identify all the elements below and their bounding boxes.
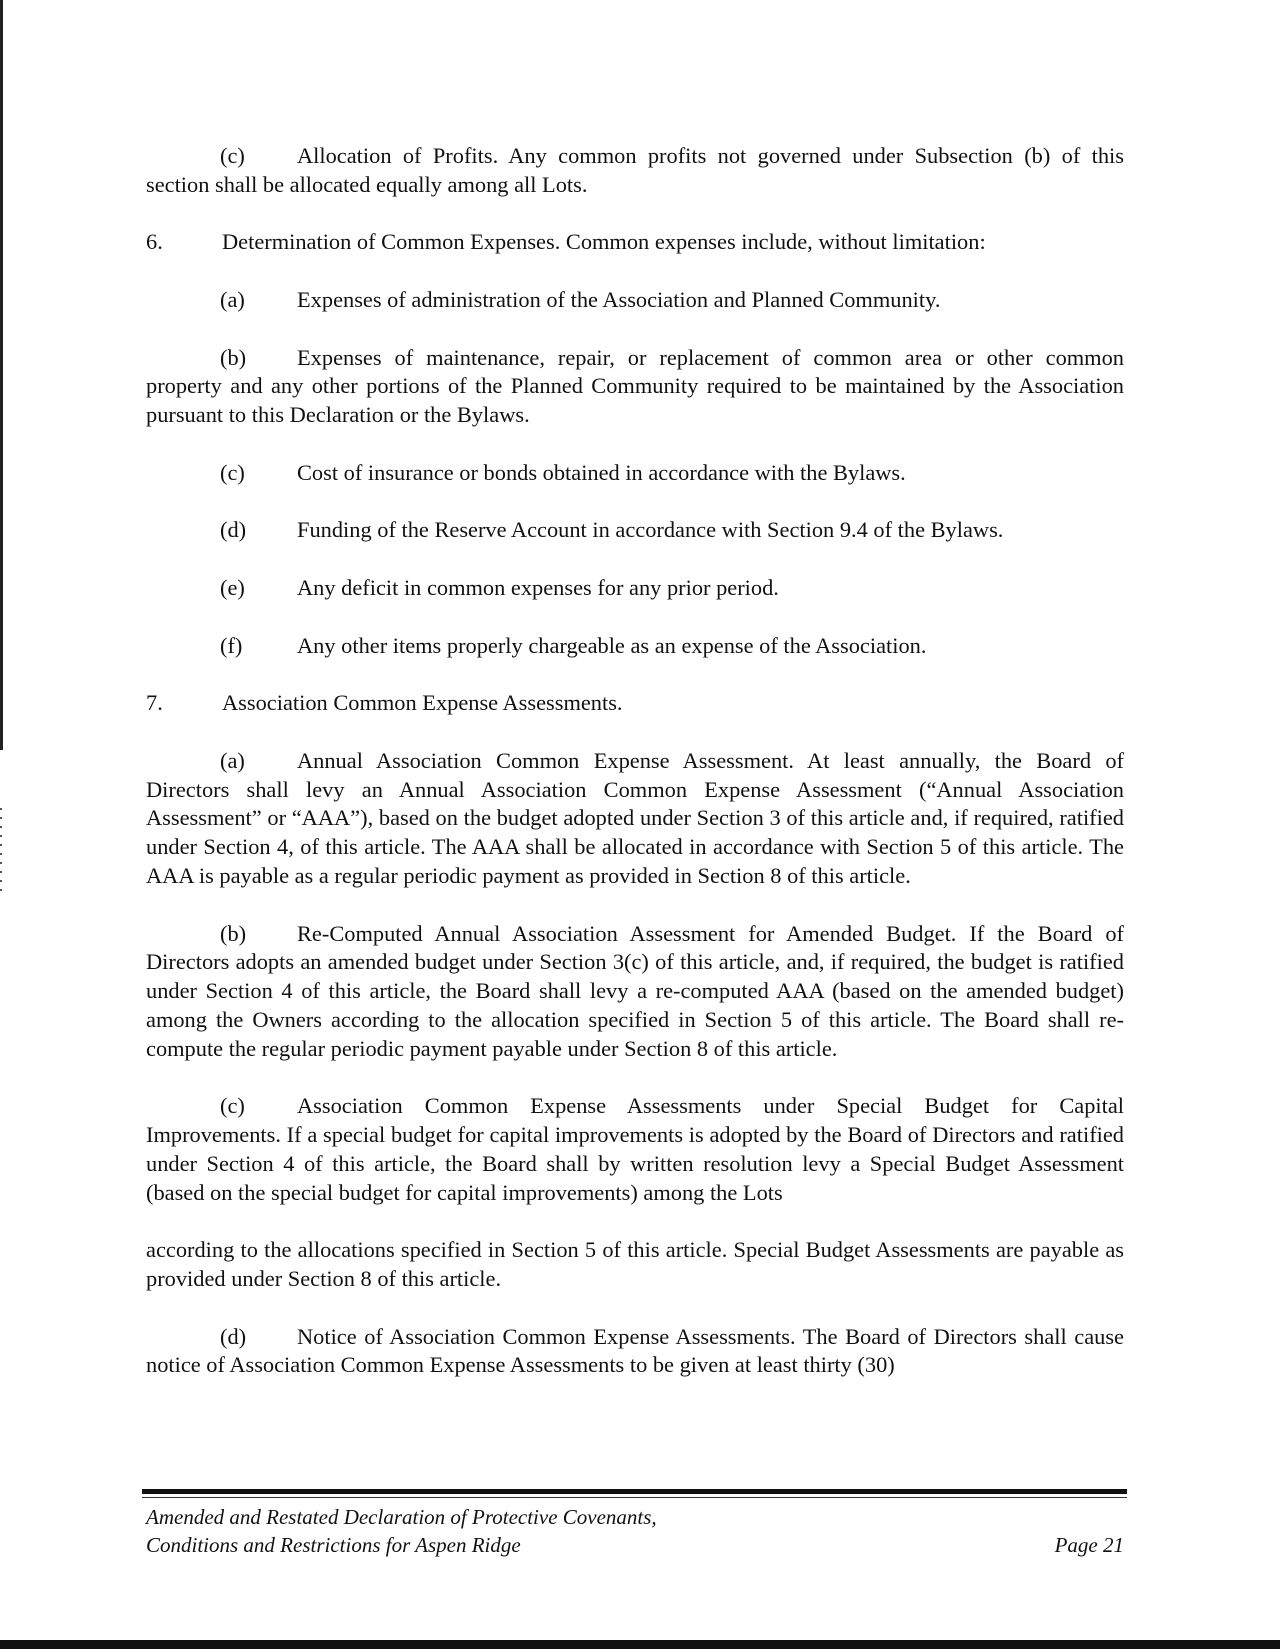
paragraph-6f <box>146 632 1124 661</box>
section-number: 6. <box>146 229 163 255</box>
paragraph-label: (b) <box>220 920 247 946</box>
paragraph-7d <box>146 1323 1124 1381</box>
footer-document-title-line2: Conditions and Restrictions for Aspen Ridge <box>146 1533 521 1557</box>
paragraph-label: (c) <box>220 459 245 485</box>
paragraph-label: (c) <box>220 143 245 168</box>
section-text: Determination of Common Expenses. Common expenses include, without limitation: <box>222 229 986 255</box>
paragraph-6e <box>146 574 1124 603</box>
paragraph-6d <box>146 516 1124 545</box>
scan-dots-left <box>0 808 2 898</box>
paragraph-7c-continued <box>146 1236 1124 1294</box>
paragraph-text: Any other items properly chargeable as an expense of the Association. <box>297 632 927 658</box>
paragraph-6a <box>146 286 1124 315</box>
footer-document-title-line1: Amended and Restated Declaration of Protective Covenants, <box>146 1505 657 1529</box>
paragraph-text: Annual Association Common Expense Assessment. At least annually, the Board of Directors shall levy an Annual Association Common Expense Assessment (“Annual Association Assessment” or “AAA”), based on the budget adopted under Section 3 of this article and, if required, ratified under Section 4, of this article. The AAA shall be allocated in accordance with Section 5 of this article. The AAA is payable as a regular periodic payment as provided in Section 8 of this article. <box>146 747 1124 888</box>
paragraph-label: (f) <box>220 632 243 658</box>
scan-edge-bottom <box>0 1640 1280 1649</box>
paragraph-7b <box>146 920 1124 1064</box>
paragraph-label: (d) <box>220 517 247 543</box>
page-footer <box>146 1503 1124 1559</box>
paragraph-text: Expenses of maintenance, repair, or replacement of common area or other common property and any other portions of the Planned Community required to be maintained by the Association pursuant to this Declaration or the Bylaws. <box>146 344 1124 428</box>
paragraph-7c <box>146 1092 1124 1207</box>
scan-edge-left <box>0 0 3 750</box>
body-text <box>146 142 1124 1380</box>
paragraph-label: (c) <box>220 1093 245 1119</box>
paragraph-label: (e) <box>220 574 245 600</box>
paragraph-text: Association Common Expense Assessments under Special Budget for Capital Improvements. If a special budget for capital improvements is adopted by the Board of Directors and ratified under Section 4 of this article, the Board shall by written resolution levy a Special Budget Assessment (based on the special budget for capital improvements) among the Lots <box>146 1093 1124 1205</box>
paragraph-text: Allocation of Profits. Any common profits not governed under Subsection (b) of this section shall be allocated equally among all Lots. <box>146 143 1124 197</box>
footer-rule-thick <box>142 1489 1127 1494</box>
paragraph-label: (b) <box>220 344 247 370</box>
paragraph-6b <box>146 344 1124 430</box>
section-number: 7. <box>146 690 163 716</box>
paragraph-label: (a) <box>220 286 245 312</box>
paragraph-text: Any deficit in common expenses for any prior period. <box>297 574 779 600</box>
paragraph-text: according to the allocations specified in Section 5 of this article. Special Budget Assessments are payable as provided under Section 8 of this article. <box>146 1237 1124 1292</box>
page-number: Page 21 <box>1054 1533 1124 1557</box>
paragraph-7a <box>146 747 1124 891</box>
paragraph-label: (d) <box>220 1323 247 1349</box>
paragraph-text: Notice of Association Common Expense Assessments. The Board of Directors shall cause notice of Association Common Expense Assessments to be given at least thirty (30) <box>146 1323 1124 1378</box>
paragraph-label: (a) <box>220 747 245 773</box>
paragraph-6c <box>146 459 1124 488</box>
paragraph-text: Funding of the Reserve Account in accordance with Section 9.4 of the Bylaws. <box>297 517 1004 543</box>
section-text: Association Common Expense Assessments. <box>222 690 623 716</box>
section-7-heading <box>146 689 1124 718</box>
paragraph-text: Expenses of administration of the Association and Planned Community. <box>297 286 941 312</box>
paragraph-text: Re-Computed Annual Association Assessment for Amended Budget. If the Board of Directors adopts an amended budget under Section 3(c) of this article, and, if required, the budget is ratified under Section 4 of this article, the Board shall levy a re-computed AAA (based on the amended budget) among the Owners according to the allocation specified in Section 5 of this article. The Board shall re-compute the regular periodic payment payable under Section 8 of this article. <box>146 920 1124 1061</box>
footer-rule-thin <box>142 1497 1127 1498</box>
paragraph-text: Cost of insurance or bonds obtained in accordance with the Bylaws. <box>297 459 906 485</box>
paragraph-5c-allocation-of-profits <box>146 142 1124 200</box>
section-6-heading <box>146 228 1124 257</box>
